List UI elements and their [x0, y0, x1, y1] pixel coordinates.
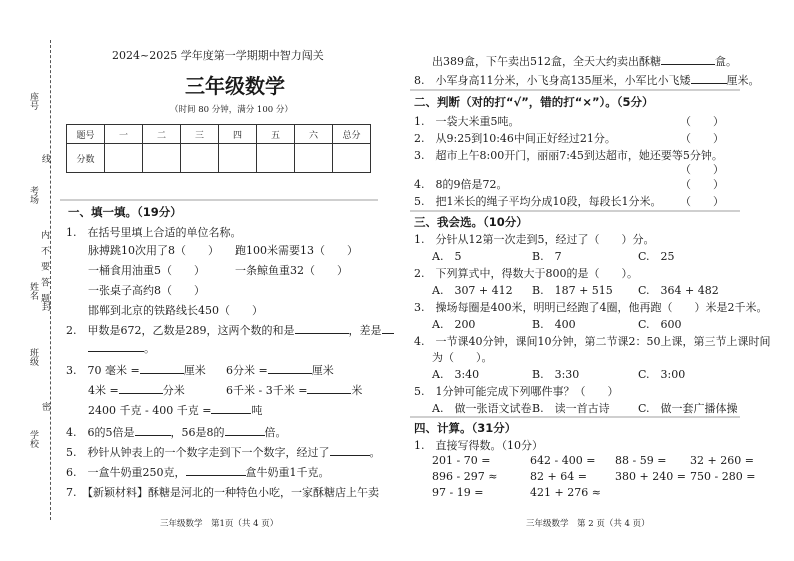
- q2-end: 。: [144, 342, 155, 355]
- q7-cont-b: 盒。: [715, 55, 737, 68]
- q5-a: 5. 秒针从钟表上的一个数字走到下一个数字，经过了: [66, 446, 330, 459]
- q6-b: 盒牛奶重1千克。: [245, 466, 330, 479]
- section4-heading: 四、计算。（31分）: [414, 421, 517, 435]
- calc-item: 88 - 59 =: [615, 454, 667, 467]
- q3-b-text: 6分米 =: [226, 364, 268, 377]
- q5-blank[interactable]: [330, 455, 370, 456]
- score-table-header-cell: 五: [257, 125, 295, 144]
- q4-text: [66, 424, 287, 440]
- choice-q4-stem-cont: 为（ ）。: [432, 351, 493, 364]
- q1-item-f: 邯郸到北京的铁路线长450（ ）: [88, 304, 263, 317]
- calc-item: 32 + 260 =: [690, 454, 754, 467]
- q3-row1b: [226, 362, 334, 378]
- binding-dense-text: 密: [42, 403, 52, 413]
- judge-mark-2[interactable]: （ ）: [680, 132, 724, 145]
- q7-cont: [432, 53, 737, 69]
- calc-item: 201 - 70 =: [432, 454, 491, 467]
- q4-a: 4. 6的5倍是: [66, 426, 135, 439]
- choice-q4-stem: 4. 一节课40分钟，课间10分钟，第二节课2：50上课，第三节上课时间: [414, 335, 771, 348]
- q3-c-blank[interactable]: [119, 393, 163, 394]
- choice-q1-opt-c[interactable]: C. 25: [638, 250, 675, 263]
- q8-blank[interactable]: [691, 83, 727, 84]
- q3-row2b: [226, 382, 362, 398]
- score-table-header-cell: 三: [181, 125, 219, 144]
- judge-mark-3[interactable]: （ ）: [680, 163, 724, 176]
- binding-name-label: 姓名: [28, 282, 38, 300]
- q3-e-unit: 吨: [251, 404, 263, 417]
- page2-footer: 三年级数学 第 2 页（共 4 页）: [526, 519, 650, 529]
- q6-a: 6. 一盒牛奶重250克，: [66, 466, 186, 479]
- q5-text: [66, 444, 381, 460]
- q2-text-cont: [88, 340, 155, 356]
- binding-class-label: 班级: [28, 348, 38, 366]
- binding-no-answer-text: 内 不 要 答 题: [39, 230, 49, 305]
- q4-blank2[interactable]: [225, 435, 265, 436]
- q2-text: [66, 322, 394, 338]
- calc-item: 380 + 240 =: [615, 470, 686, 483]
- choice-q2-opt-c[interactable]: C. 364 + 482: [638, 284, 719, 297]
- q4-b: ，56是8的: [170, 426, 225, 439]
- calc-sub-heading: 1. 直接写得数。（10分）: [414, 439, 543, 452]
- score-cell[interactable]: [257, 144, 295, 173]
- q7-blank[interactable]: [661, 64, 715, 65]
- section2-heading: 二、判断（对的打“√”，错的打“×”）。（5分）: [414, 95, 654, 109]
- q3-d-blank[interactable]: [307, 393, 351, 394]
- choice-q3-opt-c[interactable]: C. 600: [638, 318, 682, 331]
- choice-q5-opt-b[interactable]: B. 读一首古诗: [532, 402, 610, 415]
- q1-item-c: 一桶食用油重5（ ）: [88, 264, 205, 277]
- exam-note: （时间 80 分钟，满分 100 分）: [170, 105, 293, 115]
- q3-row1: [66, 362, 206, 378]
- q3-b-blank[interactable]: [268, 373, 312, 374]
- calc-item: 750 - 280 =: [690, 470, 756, 483]
- q3-b-unit: 厘米: [311, 364, 334, 377]
- choice-q4-opt-a[interactable]: A. 3:40: [432, 368, 480, 381]
- judge-item-3: 3. 超市上午8:00开门，丽丽7:45到达超市，她还要等5分钟。: [414, 149, 723, 162]
- binding-seat-label: 座号: [28, 92, 38, 110]
- score-table-header-cell: 总分: [333, 125, 371, 144]
- q3-row3: [88, 402, 262, 418]
- q3-e-text: 2400 千克 - 400 千克 =: [88, 404, 212, 417]
- q5-end: 。: [369, 446, 381, 459]
- choice-q1-opt-b[interactable]: B. 7: [532, 250, 562, 263]
- score-table-header-cell: 四: [219, 125, 257, 144]
- judge-mark-4[interactable]: （ ）: [680, 178, 724, 191]
- q2-blank-diff[interactable]: [382, 333, 394, 334]
- q7-text: 7. 【新颖材料】酥糖是河北的一种特色小吃，一家酥糖店上午卖: [66, 486, 379, 499]
- q3-a-text: 3. 70 毫米 =: [66, 364, 140, 377]
- choice-q4-opt-c[interactable]: C. 3:00: [638, 368, 686, 381]
- q2-text-a: 2. 甲数是672，乙数是289，这两个数的和是: [66, 324, 295, 337]
- calc-item: 421 + 276 ≈: [530, 486, 601, 499]
- q1-item-d: 一条鲸鱼重32（ ）: [235, 264, 348, 277]
- score-table-header-cell: 二: [143, 125, 181, 144]
- judge-item-5: 5. 把1米长的绳子平均分成10段，每段长1分米。: [414, 195, 662, 208]
- section-divider: [410, 89, 740, 91]
- section-divider: [410, 210, 740, 212]
- calc-item: 642 - 400 =: [530, 454, 596, 467]
- score-table: [66, 124, 371, 173]
- choice-q3-opt-b[interactable]: B. 400: [532, 318, 576, 331]
- calc-item: 82 + 64 =: [530, 470, 587, 483]
- choice-q3-opt-a[interactable]: A. 200: [432, 318, 476, 331]
- q3-a-blank[interactable]: [140, 373, 184, 374]
- q8-b: 厘米。: [726, 74, 760, 87]
- judge-item-1: 1. 一袋大米重5吨。: [414, 115, 520, 128]
- q8-text: [414, 72, 760, 88]
- q3-d-text: 6千米 - 3千米 =: [226, 384, 308, 397]
- q8-a: 8. 小军身高11分米，小飞身高135厘米，小军比小飞矮: [414, 74, 691, 87]
- score-cell[interactable]: [295, 144, 333, 173]
- score-cell[interactable]: [219, 144, 257, 173]
- score-table-header-cell: 题号: [67, 125, 105, 144]
- score-cell[interactable]: [143, 144, 181, 173]
- binding-examno-label: 考场: [28, 186, 38, 204]
- q3-c-text: 4米 =: [88, 384, 119, 397]
- q3-d-unit: 米: [351, 384, 363, 397]
- choice-q2-opt-a[interactable]: A. 307 + 412: [432, 284, 513, 297]
- q1-item-e: 一张桌子高约8（ ）: [88, 284, 205, 297]
- section-divider: [410, 416, 740, 418]
- judge-item-2: 2. 从9:25到10:46中间正好经过21分。: [414, 132, 616, 145]
- score-cell[interactable]: [333, 144, 371, 173]
- q1-stem: 1. 在括号里填上合适的单位名称。: [66, 226, 242, 239]
- q1-item-a: 脉搏跳10次用了8（ ）: [88, 244, 219, 257]
- q7-cont-a: 出389盒，下午卖出512盒，全天大约卖出酥糖: [432, 55, 661, 68]
- q6-text: [66, 464, 330, 480]
- choice-q4-opt-b[interactable]: B. 3:30: [532, 368, 580, 381]
- calc-item: 97 - 19 =: [432, 486, 484, 499]
- binding-seal-text: 封: [42, 303, 52, 313]
- score-cell[interactable]: [181, 144, 219, 173]
- page-title: 三年级数学: [185, 74, 285, 98]
- q4-c: 倍。: [264, 426, 287, 439]
- q4-blank1[interactable]: [135, 435, 171, 436]
- judge-mark-5[interactable]: （ ）: [680, 195, 724, 208]
- q2-blank-sum[interactable]: [295, 333, 349, 334]
- choice-q1-stem: 1. 分针从12第一次走到5，经过了（ ）分。: [414, 233, 655, 246]
- binding-school-label: 学校: [28, 430, 38, 448]
- judge-mark-1[interactable]: （ ）: [680, 115, 724, 128]
- exam-subtitle: 2024~2025 学年度第一学期期中智力闯关: [112, 49, 324, 62]
- q3-a-unit: 厘米: [183, 364, 206, 377]
- page1-footer: 三年级数学 第1页（共 4 页）: [160, 519, 279, 529]
- q3-row2: [88, 382, 185, 398]
- score-cell[interactable]: [105, 144, 143, 173]
- judge-item-4: 4. 8的9倍是72。: [414, 178, 508, 191]
- choice-q2-opt-b[interactable]: B. 187 + 515: [532, 284, 613, 297]
- section3-heading: 三、我会选。（10分）: [414, 215, 528, 229]
- section-divider: [60, 199, 378, 201]
- choice-q5-opt-a[interactable]: A. 做一张语文试卷: [432, 402, 532, 415]
- score-table-header-cell: 六: [295, 125, 333, 144]
- section1-heading: 一、填一填。（19分）: [68, 205, 182, 219]
- q2-text-b: ，差是: [348, 324, 382, 337]
- choice-q1-opt-a[interactable]: A. 5: [432, 250, 462, 263]
- q1-item-b: 跑100米需要13（ ）: [235, 244, 358, 257]
- binding-line-text: 线: [42, 155, 52, 165]
- q6-blank[interactable]: [186, 475, 246, 476]
- choice-q3-stem: 3. 操场每圈是400米，明明已经跑了4圈，他再跑（ ）米是2千米。: [414, 301, 768, 314]
- score-table-header-cell: 一: [105, 125, 143, 144]
- choice-q5-stem: 5. 1分钟可能完成下列哪件事？（ ）: [414, 385, 619, 398]
- choice-q5-opt-c[interactable]: C. 做一套广播体操: [638, 402, 738, 415]
- q2-blank-diff-cont[interactable]: [88, 351, 144, 352]
- q3-e-blank[interactable]: [211, 413, 251, 414]
- calc-item: 896 - 297 ≈: [432, 470, 498, 483]
- q3-c-unit: 分米: [162, 384, 185, 397]
- score-table-row-label: 分数: [67, 144, 105, 173]
- choice-q2-stem: 2. 下列算式中，得数大于800的是（ ）。: [414, 267, 638, 280]
